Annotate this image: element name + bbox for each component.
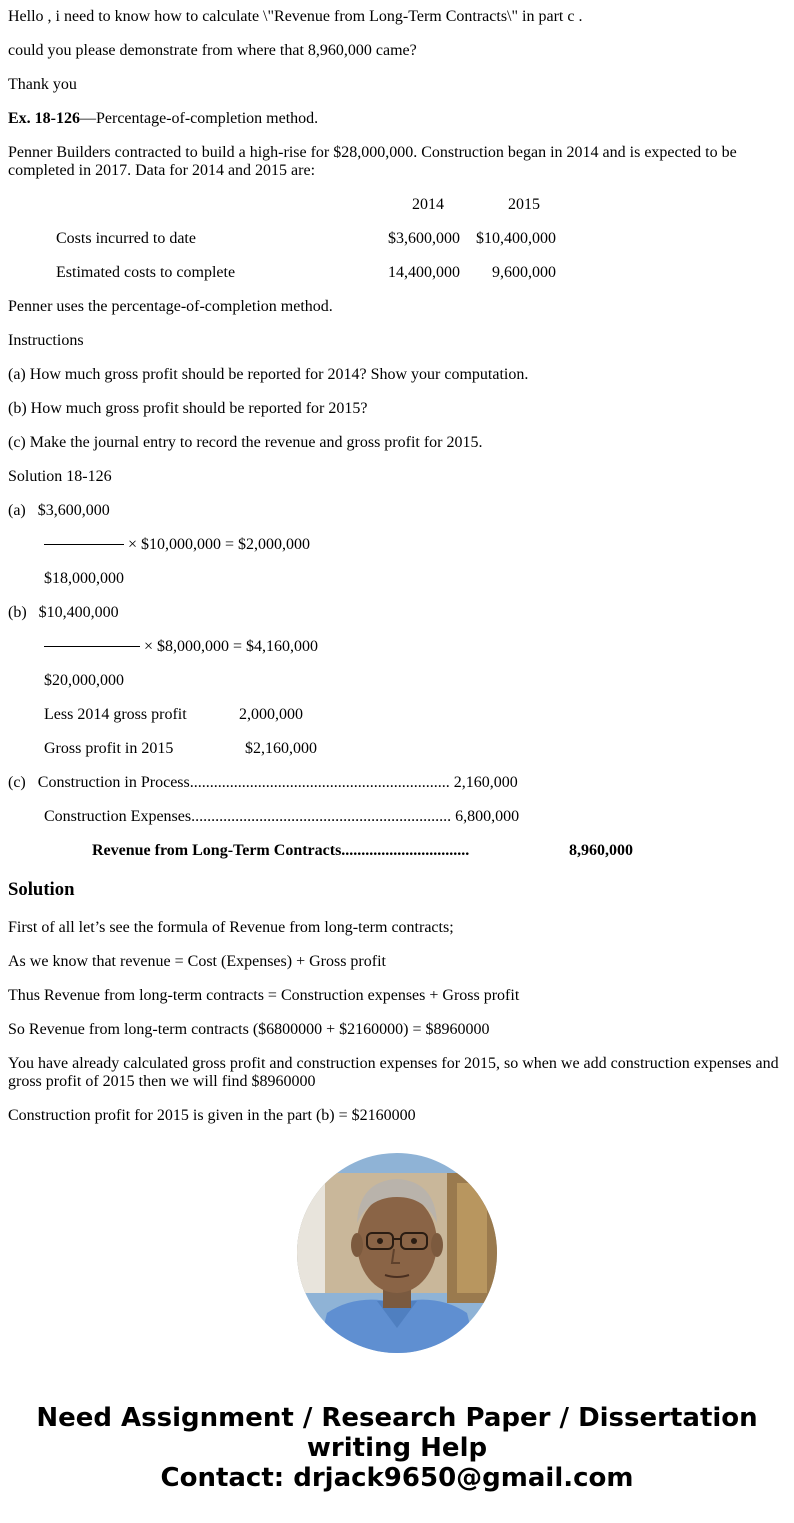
entry-revenue-label: Revenue from Long-Term Contracts................................ bbox=[92, 842, 470, 859]
solution-a-numerator-line bbox=[8, 502, 110, 520]
instruction-b: (b) How much gross profit should be reported for 2015? bbox=[8, 400, 368, 417]
solution-b-gp-value: $2,160,000 bbox=[245, 740, 317, 757]
entry-construction-expenses: Construction Expenses................................................................. 6,800,000 bbox=[44, 808, 520, 825]
table-cell: 14,400,000 bbox=[388, 264, 460, 281]
fraction-bar bbox=[44, 646, 140, 647]
table-row-label: Costs incurred to date bbox=[56, 230, 196, 247]
solution-b-denominator: $20,000,000 bbox=[44, 672, 124, 689]
solution-a-fraction bbox=[44, 536, 310, 554]
solution-b-label: (b) bbox=[8, 604, 27, 621]
solution-a-label: (a) bbox=[8, 502, 26, 519]
solution-a-numerator: $3,600,000 bbox=[37, 502, 110, 519]
answer-heading: Solution bbox=[8, 879, 75, 900]
entry-revenue-value: 8,960,000 bbox=[569, 842, 633, 859]
table-cell: $10,400,000 bbox=[476, 230, 556, 247]
solution-b-gp-label: Gross profit in 2015 bbox=[44, 740, 174, 757]
instruction-c: (c) Make the journal entry to record the revenue and gross profit for 2015. bbox=[8, 434, 483, 451]
tutor-photo bbox=[297, 1153, 497, 1353]
solution-b-fraction bbox=[44, 638, 318, 656]
solution-b-numerator: $10,400,000 bbox=[38, 604, 119, 621]
entry-construction-in-process: Construction in Process................................................................. 2,160,000 bbox=[37, 774, 518, 791]
solution-c-entry-1 bbox=[8, 774, 518, 792]
exercise-description: Penner Builders contracted to build a high-rise for $28,000,000. Construction began in 2014 and is expected to be completed in 2017. Data for 2014 and 2015 are: bbox=[8, 144, 737, 179]
solution-a-rhs: × $10,000,000 = $2,000,000 bbox=[128, 536, 311, 553]
answer-paragraph: Thus Revenue from long-term contracts = Construction expenses + Gross profit bbox=[8, 987, 520, 1004]
solution-a-denominator: $18,000,000 bbox=[44, 570, 124, 587]
table-header-2014: 2014 bbox=[412, 196, 444, 213]
solution-b-numerator-line bbox=[8, 604, 119, 622]
fraction-bar bbox=[44, 544, 124, 545]
footer-line-1: Need Assignment / Research Paper / Dissertation bbox=[36, 1403, 758, 1433]
exercise-title: —Percentage-of-completion method. bbox=[80, 110, 319, 127]
solution-b-rhs: × $8,000,000 = $4,160,000 bbox=[144, 638, 319, 655]
answer-paragraph: So Revenue from long-term contracts ($6800000 + $2160000) = $8960000 bbox=[8, 1021, 490, 1038]
solution-b-less-label: Less 2014 gross profit bbox=[44, 706, 187, 723]
table-row-label: Estimated costs to complete bbox=[56, 264, 236, 281]
question-line-1: Hello , i need to know how to calculate \"Revenue from Long-Term Contracts\" in part c . bbox=[8, 8, 583, 25]
instruction-a: (a) How much gross profit should be reported for 2014? Show your computation. bbox=[8, 366, 529, 383]
answer-paragraph: First of all let’s see the formula of Revenue from long-term contracts; bbox=[8, 919, 454, 936]
exercise-heading bbox=[8, 110, 318, 128]
question-line-3: Thank you bbox=[8, 76, 77, 93]
solution-title: Solution 18-126 bbox=[8, 468, 112, 485]
method-note: Penner uses the percentage-of-completion method. bbox=[8, 298, 333, 315]
solution-c-label: (c) bbox=[8, 774, 26, 791]
answer-paragraph: You have already calculated gross profit and construction expenses for 2015, so when we add construction expenses and gross profit of 2015 then we will find $8960000 bbox=[8, 1055, 779, 1090]
answer-paragraph: Construction profit for 2015 is given in the part (b) = $2160000 bbox=[8, 1107, 416, 1124]
table-cell: 9,600,000 bbox=[492, 264, 556, 281]
footer-line-2: writing Help bbox=[306, 1433, 488, 1463]
tutor-portrait-illustration bbox=[297, 1153, 497, 1353]
question-line-2: could you please demonstrate from where that 8,960,000 came? bbox=[8, 42, 417, 59]
instructions-title: Instructions bbox=[8, 332, 84, 349]
table-cell: $3,600,000 bbox=[388, 230, 460, 247]
solution-b-less-value: 2,000,000 bbox=[239, 706, 303, 723]
answer-paragraph: As we know that revenue = Cost (Expenses) + Gross profit bbox=[8, 953, 386, 970]
contact-footer bbox=[0, 1403, 794, 1493]
footer-contact-email[interactable]: Contact: drjack9650@gmail.com bbox=[160, 1463, 634, 1493]
exercise-label: Ex. 18-126 bbox=[8, 110, 80, 127]
table-header-2015: 2015 bbox=[508, 196, 540, 213]
